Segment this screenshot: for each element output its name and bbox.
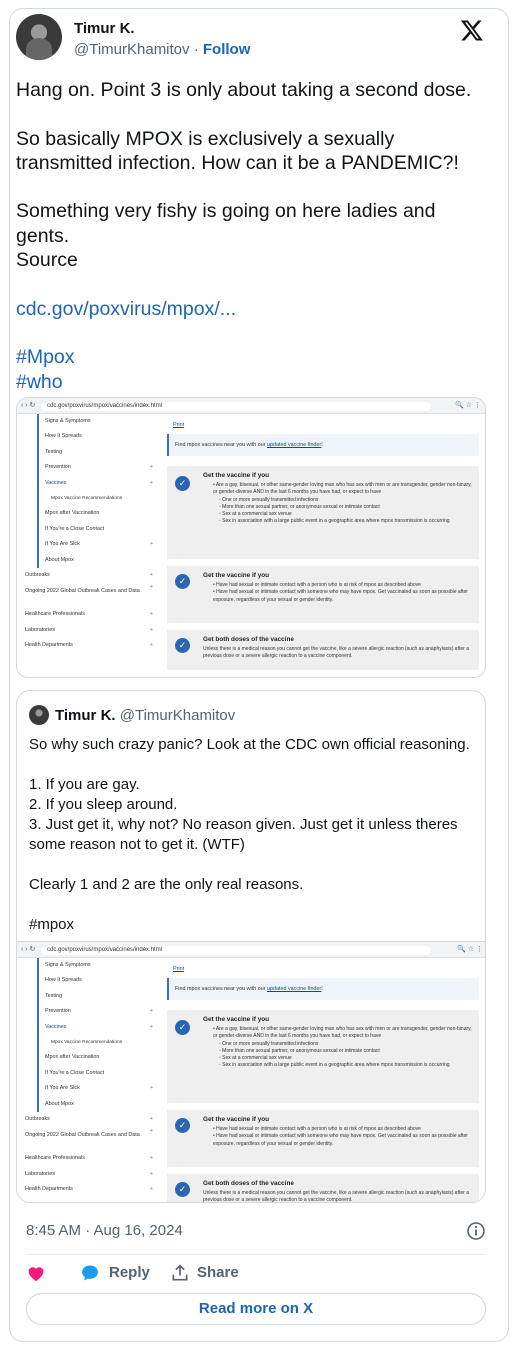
cdc-main-2 xyxy=(167,958,479,1203)
cdc-sidebar xyxy=(17,414,157,653)
share-icon xyxy=(170,1263,190,1283)
recommendation-box xyxy=(167,466,479,559)
sidebar-item-label: Mpox Vaccine Recommendations xyxy=(51,495,123,501)
cdc-sidebar-2 xyxy=(17,958,157,1197)
quote-author xyxy=(55,707,235,724)
recommendation-bullet: ◦ More than one sexual partner, or anonymous sexual or intimate contact xyxy=(219,1047,380,1054)
sidebar-item xyxy=(17,607,157,622)
recommendation-bullet: ◦ Sex at a commercial sex venue xyxy=(219,511,292,518)
recommendation-bullet: • Are a gay, bisexual, or other same-gender loving man who has sex with men or are transgender, gender non-binary, or gender-diverse AND in the last 6 months you have had, or expect to have xyxy=(213,1026,472,1040)
recommendation-box xyxy=(167,1110,479,1167)
finder-suffix: ! xyxy=(321,986,323,992)
recommendation-bullet: ◦ Sex in association with a large public event in a geographic area where mpox transmission is occurring xyxy=(219,1062,450,1069)
sidebar-item-label: Laboratories xyxy=(25,1170,55,1177)
plus-icon: + xyxy=(149,571,153,578)
recommendation-heading: Get the vaccine if you xyxy=(203,472,270,479)
check-circle-icon: ✓ xyxy=(175,476,190,491)
sidebar-item xyxy=(17,623,157,638)
plus-icon: + xyxy=(149,1085,153,1092)
reply-label: Reply xyxy=(109,1264,150,1281)
author-handle[interactable]: @TimurKhamitov xyxy=(74,41,190,58)
sidebar-item-label: Testing xyxy=(45,448,63,455)
sidebar-rail xyxy=(37,414,39,568)
sidebar-item-label: Ongoing 2022 Global Outbreak Cases and Data xyxy=(25,588,140,595)
finder-text: Find mpox vaccines near you with our xyxy=(175,442,267,448)
plus-icon: + xyxy=(149,626,153,633)
plus-icon: + xyxy=(149,1186,153,1193)
plus-icon: + xyxy=(149,1023,153,1030)
author-avatar[interactable] xyxy=(16,14,62,60)
recommendation-box xyxy=(167,1010,479,1103)
heart-icon[interactable] xyxy=(26,1264,46,1282)
browser-url-2: cdc.gov/poxvirus/mpox/vaccines/index.html xyxy=(41,946,431,955)
plus-icon: + xyxy=(149,1155,153,1162)
recommendation-body xyxy=(203,572,473,604)
sidebar-item-label: Prevention xyxy=(45,1008,71,1015)
vaccine-finder-banner xyxy=(167,434,479,456)
tweet-actions xyxy=(26,1262,486,1284)
plus-icon: + xyxy=(149,1115,153,1122)
print-link: Print xyxy=(173,422,185,428)
browser-toolbar-icon-2: 🔍 ☆ ⋮ xyxy=(457,946,483,953)
sidebar-item-label: Outbreaks xyxy=(25,571,50,578)
recommendation-heading: Get the vaccine if you xyxy=(203,1116,270,1123)
finder-suffix: ! xyxy=(321,442,323,448)
follow-button[interactable]: Follow xyxy=(202,41,251,58)
check-circle-icon: ✓ xyxy=(175,1182,190,1197)
recommendation-heading: Get both doses of the vaccine xyxy=(203,636,294,643)
sidebar-item-label: Prevention xyxy=(45,464,71,471)
sidebar-item-label: If You Are Sick xyxy=(45,1085,80,1092)
browser-toolbar-icon: 🔍 ☆ ⋮ xyxy=(455,402,481,409)
finder-text: Find mpox vaccines near you with our xyxy=(175,986,267,992)
sidebar-item xyxy=(17,1127,157,1151)
sidebar-item-label: Health Departments xyxy=(25,1186,73,1193)
author-handle-line xyxy=(74,41,250,58)
recommendation-bullet: ◦ More than one sexual partner, or anonymous sexual or intimate contact xyxy=(219,503,380,510)
hashtag-who[interactable]: #who xyxy=(16,370,63,393)
check-circle-icon: ✓ xyxy=(175,638,190,653)
browser-bar xyxy=(17,398,485,414)
vaccine-finder-banner xyxy=(167,978,479,1000)
plus-icon: + xyxy=(149,584,153,591)
quote-text: So why such crazy panic? Look at the CDC own official reasoning. 1. If you are gay. 2. If you sleep around. 3. Just get it, why not? No reason given. Just get it unless theres some reason not to get it. (WTF) Clearly 1 and 2 are the only real reasons. #mpox xyxy=(29,736,470,933)
sidebar-item-label: Healthcare Professionals xyxy=(25,611,85,618)
sidebar-item-label: Outbreaks xyxy=(25,1115,50,1122)
sidebar-item-label: Mpox after Vaccination xyxy=(45,510,100,517)
tweet-header xyxy=(16,14,484,64)
sidebar-item-label: Healthcare Professionals xyxy=(25,1155,85,1162)
recommendation-bullet: Unless there is a medical reason you cannot get the vaccine, like a severe allergic reaction (such as anaphylaxis) after a previous dose or a severe allergic reaction to a vaccine component. xyxy=(203,646,469,660)
recommendation-heading: Get the vaccine if you xyxy=(203,1016,270,1023)
plus-icon: + xyxy=(149,464,153,471)
finder-link: updated vaccine finder xyxy=(266,986,322,992)
recommendation-heading: Get both doses of the vaccine xyxy=(203,1180,294,1187)
hashtag-mpox[interactable]: #Mpox xyxy=(16,346,75,369)
check-circle-icon: ✓ xyxy=(175,1118,190,1133)
sidebar-item-label: If You Are Sick xyxy=(45,541,80,548)
plus-icon: + xyxy=(149,541,153,548)
sidebar-item-label: How It Spreads xyxy=(45,433,82,440)
x-logo-icon[interactable] xyxy=(460,18,484,42)
sidebar-item-label: Vaccines xyxy=(45,479,67,486)
plus-icon: + xyxy=(149,479,153,486)
reply-bubble-icon xyxy=(80,1263,100,1283)
recommendation-body xyxy=(203,1016,473,1070)
plus-icon: + xyxy=(149,1170,153,1177)
sidebar-item xyxy=(17,1167,157,1182)
plus-icon: + xyxy=(149,642,153,649)
sidebar-item-label: Ongoing 2022 Global Outbreak Cases and Data xyxy=(25,1132,140,1139)
author-name[interactable]: Timur K. xyxy=(74,20,135,37)
sidebar-item-label: Mpox Vaccine Recommendations xyxy=(51,1039,123,1045)
sidebar-item-label: About Mpox xyxy=(45,1100,74,1107)
tweet-text xyxy=(16,78,486,394)
recommendation-bullet: • Are a gay, bisexual, or other same-gender loving man who has sex with men or are transgender, gender non-binary, or gender-diverse AND in the last 6 months you have had, or expect to have xyxy=(213,482,472,496)
attached-screenshot[interactable] xyxy=(16,397,486,678)
sidebar-item-label: Testing xyxy=(45,992,63,999)
recommendation-box xyxy=(167,1174,479,1203)
sidebar-rail xyxy=(37,958,39,1112)
finder-link: updated vaccine finder xyxy=(266,442,322,448)
quote-avatar xyxy=(29,705,49,725)
sidebar-item-label: Signs & Symptoms xyxy=(45,418,91,424)
sidebar-item-label: Mpox after Vaccination xyxy=(45,1054,100,1061)
recommendation-bullet: • Have had sexual or intimate contact with someone who may have mpox. Get vaccinated as soon as possible after exposure, regardless of your sexual or gender identity. xyxy=(213,589,468,603)
recommendation-bullet: ◦ Sex at a commercial sex venue xyxy=(219,1055,292,1062)
recommendation-body xyxy=(203,636,473,661)
recommendation-box xyxy=(167,630,479,670)
recommendation-bullet: • Have had sexual or intimate contact with a person who is at risk of mpox as described above xyxy=(213,582,421,588)
divider xyxy=(26,1254,486,1255)
separator: · xyxy=(193,41,199,58)
tweet-timestamp[interactable]: 8:45 AM · Aug 16, 2024 xyxy=(26,1222,183,1239)
sidebar-item-label: If You're a Close Contact xyxy=(45,525,105,532)
sidebar-item xyxy=(17,1112,157,1127)
sidebar-item xyxy=(17,568,157,583)
check-circle-icon: ✓ xyxy=(175,574,190,589)
quote-screenshot xyxy=(17,941,486,1203)
recommendation-bullet: Unless there is a medical reason you cannot get the vaccine, like a severe allergic reaction (such as anaphylaxis) after a previous dose or a severe allergic reaction to a vaccine component. xyxy=(203,1190,469,1203)
recommendation-bullet: ◦ One or more sexually transmitted infections xyxy=(219,1040,319,1047)
check-circle-icon: ✓ xyxy=(175,1020,190,1035)
info-icon[interactable] xyxy=(466,1221,486,1241)
plus-icon: + xyxy=(149,611,153,618)
sidebar-item-label: About Mpox xyxy=(45,556,74,563)
tweet-body: Hang on. Point 3 is only about taking a second dose. So basically MPOX is exclusively a sexually transmitted infection. How can it be a PANDEMIC?! Something very fishy is going on here ladies and gents. Source xyxy=(16,79,472,272)
sidebar-item xyxy=(17,1182,157,1197)
sidebar-item xyxy=(17,583,157,607)
recommendation-body xyxy=(203,1116,473,1148)
recommendation-bullet: • Have had sexual or intimate contact with someone who may have mpox. Get vaccinated as soon as possible after exposure, regardless of your sexual or gender identity. xyxy=(213,1133,468,1147)
recommendation-bullet: • Have had sexual or intimate contact with a person who is at risk of mpox as described above xyxy=(213,1126,421,1132)
print-link: Print xyxy=(173,966,185,972)
sidebar-item-label: If You're a Close Contact xyxy=(45,1069,105,1076)
quote-author-name: Timur K. xyxy=(55,707,116,724)
cdc-main xyxy=(167,414,479,670)
source-link[interactable]: cdc.gov/poxvirus/mpox/... xyxy=(16,297,237,320)
sidebar-item xyxy=(17,1151,157,1166)
plus-icon: + xyxy=(149,1008,153,1015)
recommendation-bullet: ◦ Sex in association with a large public event in a geographic area where mpox transmission is occurring xyxy=(219,518,450,525)
browser-nav-icon: ‹ › ↻ xyxy=(21,402,36,409)
recommendation-box xyxy=(167,566,479,623)
plus-icon: + xyxy=(149,1128,153,1135)
quote-author-handle: @TimurKhamitov xyxy=(119,707,236,724)
sidebar-item-label: Laboratories xyxy=(25,626,55,633)
recommendation-body xyxy=(203,1180,473,1203)
read-more-button[interactable]: Read more on X xyxy=(26,1293,486,1325)
sidebar-item xyxy=(17,638,157,653)
quoted-tweet[interactable] xyxy=(16,690,486,1203)
sidebar-item-label: How It Spreads xyxy=(45,977,82,984)
recommendation-bullet: ◦ One or more sexually transmitted infections xyxy=(219,496,319,503)
recommendation-heading: Get the vaccine if you xyxy=(203,572,270,579)
browser-url: cdc.gov/poxvirus/mpox/vaccines/index.html xyxy=(41,402,431,411)
browser-nav-icon-2: ‹ › ↻ xyxy=(21,946,36,953)
sidebar-item-label: Health Departments xyxy=(25,642,73,649)
sidebar-item-label: Signs & Symptoms xyxy=(45,962,91,968)
sidebar-item-label: Vaccines xyxy=(45,1023,67,1030)
share-label: Share xyxy=(197,1264,239,1281)
browser-bar-2 xyxy=(17,942,486,958)
recommendation-body xyxy=(203,472,473,526)
